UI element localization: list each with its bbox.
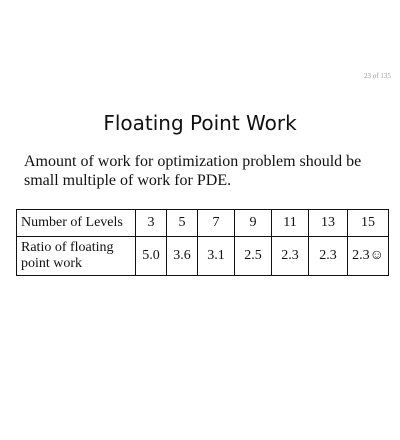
row-label-ratio: [17, 237, 136, 276]
ratio-cell: 3.1: [198, 237, 235, 276]
row-label-ratio-line-1: Ratio of floating: [21, 240, 114, 255]
level-cell: 9: [235, 210, 272, 237]
row-label-levels: Number of Levels: [17, 210, 136, 237]
slide-title: Floating Point Work: [103, 111, 297, 135]
body-text: [24, 152, 384, 190]
level-cell: 3: [136, 210, 167, 237]
ratio-cell: 3.6: [167, 237, 198, 276]
body-line-2: small multiple of work for PDE.: [24, 172, 232, 189]
level-cell: 5: [167, 210, 198, 237]
level-cell: 7: [198, 210, 235, 237]
ratio-cell: 2.3: [309, 237, 348, 276]
body-line-1: Amount of work for optimization problem should be: [24, 153, 362, 170]
table-row-ratios: [17, 237, 389, 276]
ratio-cell: 5.0: [136, 237, 167, 276]
row-label-ratio-line-2: point work: [21, 256, 83, 271]
ratio-cell: 2.3☺: [348, 237, 389, 276]
ratio-cell: 2.3: [272, 237, 309, 276]
page-number: 23 of 135: [364, 72, 391, 80]
table-row-levels: [17, 210, 389, 237]
level-cell: 13: [309, 210, 348, 237]
ratio-cell: 2.5: [235, 237, 272, 276]
levels-ratio-table: [16, 209, 389, 276]
level-cell: 11: [272, 210, 309, 237]
level-cell: 15: [348, 210, 389, 237]
